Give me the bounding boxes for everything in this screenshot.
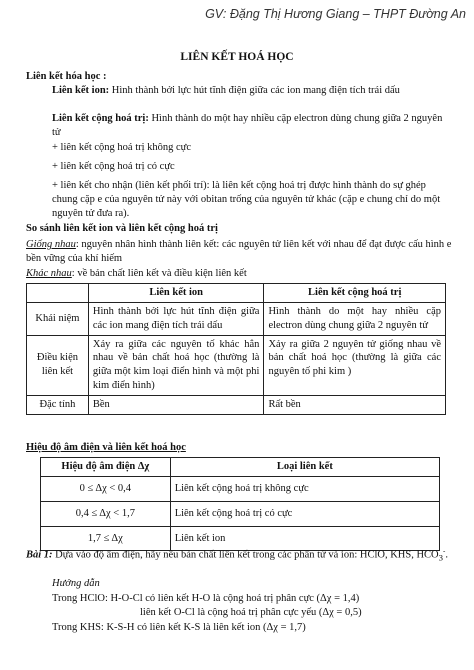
different-label: Khác nhau (26, 268, 72, 279)
table-header-cell: Hiệu độ âm điện Δχ (41, 458, 171, 477)
table-cell: Liên kết ion (170, 526, 439, 551)
table-cell: Xảy ra giữa các nguyên tố khác hẳn nhau về bản chất hoá học (thường là giữa một kim loại điển hình và một phi kim điển hình) (88, 335, 264, 395)
electroneg-heading: Hiệu độ âm điện và liên kết hoá học (26, 442, 186, 453)
table-cell: Liên kết cộng hoá trị có cực (170, 501, 439, 526)
covalent-label: Liên kết cộng hoá trị: (52, 113, 149, 124)
table-cell: Liên kết cộng hoá trị không cực (170, 476, 439, 501)
exercise-text: Dựa vào độ âm điện, hãy nêu bản chất liên kết trong các phân tử và ion: HClO, KHS, HCO (52, 549, 439, 561)
table-row (27, 335, 446, 395)
table-cell: Bền (88, 396, 264, 415)
guide-line: liên kết O-Cl là cộng hoá trị phân cực yếu (Δχ = 0,5) (140, 607, 362, 618)
table-row (41, 476, 440, 501)
table-header-cell: Liên kết ion (88, 284, 264, 303)
table-cell: 0,4 ≤ Δχ < 1,7 (41, 501, 171, 526)
table-cell: Hình thành bởi lực hút tĩnh điện giữa các ion mang điện tích trái dấu (88, 302, 264, 335)
table-header-row (41, 458, 440, 477)
different-text: : về bản chất liên kết và điều kiện liên kết (71, 268, 247, 279)
compare-table (26, 283, 446, 415)
exercise-subscript: 3 (438, 552, 444, 563)
exercise: Bài 1: Dựa vào độ âm điện, hãy nêu bản chất liên kết trong các phân tử và ion: HClO, KHS, $HCO_3^-$. (26, 547, 448, 563)
table-row (27, 302, 446, 335)
table-cell: Rất bền (264, 396, 446, 415)
ionic-definition (52, 84, 450, 98)
covalent-type-item: + liên kết cộng hoá trị không cực (52, 142, 192, 153)
compare-heading: So sánh liên kết ion và liên kết cộng hoá trị (26, 223, 218, 234)
table-cell: Khái niệm (27, 302, 89, 335)
exercise-label: Bài 1: (26, 549, 53, 561)
covalent-type-item: + liên kết cho nhận (liên kết phối trí): là liên kết cộng hoá trị được hình thành do sự ghép chung cặp e của nguyên tử này với obitan trống của nguyên tử khác (cặp e chung chỉ do một nguyên tử đưa ra). (52, 180, 441, 219)
table-row (27, 396, 446, 415)
page-header: GV: Đặng Thị Hương Giang – THPT Đường An (205, 7, 466, 21)
similarities (26, 238, 452, 266)
table-row (41, 501, 440, 526)
guide-line: Trong HClO: H-O-Cl có liên kết H-O là cộng hoá trị phân cực (Δχ = 1,4) (52, 593, 360, 604)
table-cell: 0 ≤ Δχ < 0,4 (41, 476, 171, 501)
electroneg-table (40, 457, 440, 551)
covalent-text: Hình thành do một hay nhiều cặp electron dùng chung giữa 2 nguyên tử (52, 113, 443, 138)
table-cell: 1,7 ≤ Δχ (41, 526, 171, 551)
guide-label: Hướng dẫn (52, 578, 100, 589)
table-header-cell: Liên kết cộng hoá trị (264, 284, 446, 303)
intro-heading: Liên kết hóa học : (26, 71, 107, 82)
table-cell: Điều kiện liên kết (27, 335, 89, 395)
table-header-row (27, 284, 446, 303)
covalent-definition (52, 112, 450, 140)
similar-text: : nguyên nhân hình thành liên kết: các nguyên tử liên kết với nhau để đạt được cấu hình e bền vững của khí hiếm (26, 239, 452, 264)
ionic-label: Liên kết ion: (52, 85, 110, 96)
table-cell: Hình thành do một hay nhiều cặp electron dùng chung giữa 2 nguyên tử (264, 302, 446, 335)
ionic-text: Hình thành bởi lực hút tĩnh điện giữa các ion mang điện tích trái dấu (111, 85, 400, 96)
covalent-type-item: + liên kết cộng hoá trị có cực (52, 161, 175, 172)
table-header-cell (27, 284, 89, 303)
similar-label: Giống nhau (26, 239, 76, 250)
table-cell: Đặc tính (27, 396, 89, 415)
table-cell: Xảy ra giữa 2 nguyên tử giống nhau về bản chất hoá học (thường là giữa các nguyên tố phi kim ) (264, 335, 446, 395)
differences (26, 267, 452, 281)
exercise-superscript: - (443, 547, 446, 555)
table-header-cell: Loại liên kết (170, 458, 439, 477)
page-title: LIÊN KẾT HOÁ HỌC (180, 51, 294, 63)
guide-line: Trong KHS: K-S-H có liên kết K-S là liên kết ion (Δχ = 1,7) (52, 622, 306, 633)
